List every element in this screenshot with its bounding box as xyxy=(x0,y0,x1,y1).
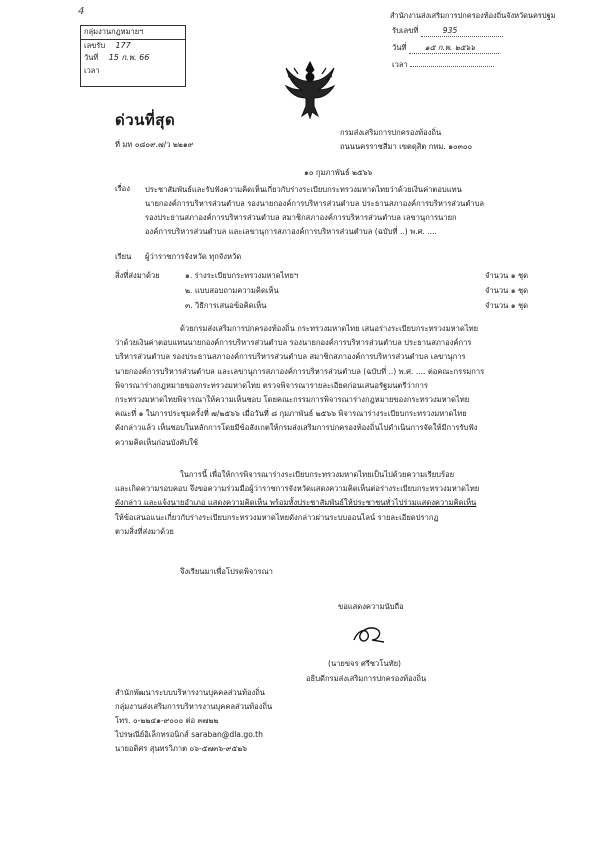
urgency-label: ด่วนที่สุด xyxy=(115,111,176,129)
paragraph-line: ในการนี้ เพื่อให้การพิจารณาร่างระเบียบกระทรวงมหาดไทยเป็นไปด้วยความเรียบร้อย xyxy=(180,470,455,479)
stamp-right-title: สำนักงานส่งเสริมการปกครองท้องถิ่นจังหวัดนครปฐม xyxy=(390,11,556,20)
stamp-right-date-row xyxy=(392,42,499,54)
stamp-left-date-row xyxy=(81,52,185,65)
subject-line: นายกองค์การบริหารส่วนตำบล รองนายกองค์การบริหารส่วนตำบล ประธานสภาองค์การบริหารส่วนตำบล xyxy=(145,199,485,208)
signer-name: (นายขจร ศรีชวโนทัย) xyxy=(328,659,402,668)
subject-line: ประชาสัมพันธ์และรับฟังความคิดเห็นเกี่ยวกับร่างระเบียบกระทรวงมหาดไทยว่าด้วยเงินค่าตอบแทน xyxy=(145,185,462,194)
paragraph-line: ดังกล่าวแล้ว เห็นชอบในหลักการโดยมีข้อสังเกตให้กรมส่งเสริมการปกครองท้องถิ่นไปดำเนินการจัดให้มีการรับฟัง xyxy=(115,423,478,433)
enclosure-qty: จำนวน ๑ ชุด xyxy=(485,301,529,310)
salutation-text: ผู้ว่าราชการจังหวัด ทุกจังหวัด xyxy=(145,252,242,261)
footer-line: โทร. ๐-๒๒๔๑-๙๐๐๐ ต่อ ๓๗๒๒ xyxy=(115,716,219,725)
paragraph-line: ให้ข้อเสนอแนะเกี่ยวกับร่างระเบียบกระทรวงมหาดไทยดังกล่าวผ่านระบบออนไลน์ รายละเอียดปรากฏ xyxy=(115,512,439,522)
footer-line: นายอดิศร สุนทรวิภาต ๐๖-๕๗๓๖-๙๕๒๖ xyxy=(115,744,248,753)
subject-text xyxy=(145,183,545,239)
stamp-right-receipt-row xyxy=(392,25,503,37)
paragraph-line: ว่าด้วยเงินค่าตอบแทนนายกองค์การบริหารส่วนตำบล รองนายกองค์การบริหารส่วนตำบล ประธานสภาองค์การ xyxy=(115,338,472,348)
subject-label: เรื่อง xyxy=(115,184,130,193)
salutation-label: เรียน xyxy=(115,252,132,261)
enclosure-item: ๓. วิธีการเสนอข้อคิดเห็น xyxy=(185,301,267,310)
footer-line: ไปรษณีย์อิเล็กทรอนิกส์ saraban@dla.go.th xyxy=(115,730,263,739)
receipt-stamp-left xyxy=(80,25,186,87)
enclosures-label: สิ่งที่ส่งมาด้วย xyxy=(115,271,160,280)
paragraph-line: กระทรวงมหาดไทยพิจารณาให้ความเห็นชอบ โดยคณะกรรมการพิจารณาร่างกฎหมายของกระทรวงมหาดไทย xyxy=(115,395,470,405)
paragraph-line: ดังกล่าว และแจ้งนายอำเภอ แสดงความคิดเห็น พร้อมทั้งประชาสัมพันธ์ให้ประชาชนทั่วไปร่วมแสดงความคิดเห็น xyxy=(115,498,477,508)
subject-line: รองประธานสภาองค์การบริหารส่วนตำบล สมาชิกสภาองค์การบริหารส่วนตำบล เลขานุการนายก xyxy=(145,213,457,222)
signer-title: อธิบดีกรมส่งเสริมการปกครองท้องถิ่น xyxy=(306,674,427,683)
paragraph-line: ความคิดเห็นก่อนบังคับใช้ xyxy=(115,437,199,447)
enclosure-qty: จำนวน ๑ ชุด xyxy=(485,271,529,280)
footer-line: สำนักพัฒนาระบบบริหารงานบุคคลส่วนท้องถิ่น xyxy=(115,688,266,697)
stamp-right-receipt-label: รับเลขที่ xyxy=(392,26,419,35)
enclosure-item: ๒. แบบสอบถามความคิดเห็น xyxy=(185,286,279,295)
issuer-name: กรมส่งเสริมการปกครองท้องถิ่น xyxy=(340,128,442,137)
document-number: ที่ มท ๐๘๐๙.๗/ว ๒๒๑๙ xyxy=(115,140,194,149)
paragraph-line: ตามสิ่งที่ส่งมาด้วย xyxy=(115,526,174,536)
paragraph-line: นายกองค์การบริหารส่วนตำบล และเลขานุการสภาองค์การบริหารส่วนตำบล (ฉบับที่ ..) พ.ศ. .... ต่อคณะกรรมการ xyxy=(115,366,485,376)
paragraph-line: และเกิดความรอบคอบ จึงขอความร่วมมือผู้ว่าราชการจังหวัดแสดงความคิดเห็นต่อร่างระเบียบกระทรวงมหาดไทย xyxy=(115,484,480,494)
corner-mark: 4 xyxy=(78,6,85,17)
garuda-emblem-icon xyxy=(284,60,336,120)
body-paragraph-1 xyxy=(115,322,545,450)
stamp-left-time-row xyxy=(81,65,185,78)
stamp-left-date-label: วันที่ xyxy=(84,53,99,62)
stamp-right-time-label: เวลา xyxy=(392,60,408,69)
paragraph-line: พิจารณาร่างกฎหมายของกระทรวงมหาดไทย ตรวจพิจารณารายละเอียดก่อนเสนอรัฐมนตรีว่าการ xyxy=(115,380,428,390)
stamp-left-date-value: 15 ก.พ. 66 xyxy=(108,53,150,62)
stamp-right-date-label: วันที่ xyxy=(392,43,407,52)
stamp-left-time-label: เวลา xyxy=(84,65,100,75)
stamp-left-receipt-value: 177 xyxy=(115,40,131,50)
document-date: ๑๐ กุมภาพันธ์ ๒๕๖๖ xyxy=(304,168,373,177)
stamp-left-title: กลุ่มงานกฎหมายฯ xyxy=(81,26,185,40)
signature-icon xyxy=(348,620,388,650)
subject-line: องค์การบริหารส่วนตำบล และเลขานุการสภาองค์การบริหารส่วนตำบล (ฉบับที่ ..) พ.ศ. .... xyxy=(145,227,437,236)
paragraph-line: คณะที่ ๑ ในการประชุมครั้งที่ ๗/๒๕๖๖ เมื่อวันที่ ๘ กุมภาพันธ์ ๒๕๖๖ พิจารณาร่างระเบียบกระทรวงมหาดไทย xyxy=(115,409,467,419)
paragraph-line: บริหารส่วนตำบล รองประธานสภาองค์การบริหารส่วนตำบล สมาชิกสภาองค์การบริหารส่วนตำบล เลขานุการ xyxy=(115,352,466,362)
stamp-right-date-value: ๑๕ ก.พ. ๒๕๖๖ xyxy=(424,43,476,52)
enclosure-item: ๑. ร่างระเบียบกระทรวงมหาดไทยฯ xyxy=(185,271,299,280)
footer-contact xyxy=(115,686,375,756)
paragraph-line: ด้วยกรมส่งเสริมการปกครองท้องถิ่น กระทรวงมหาดไทย เสนอร่างระเบียบกระทรวงมหาดไทย xyxy=(180,324,479,333)
footer-line: กลุ่มงานส่งเสริมการบริหารงานบุคคลส่วนท้องถิ่น xyxy=(115,702,273,711)
stamp-left-receipt-label: เลขรับ xyxy=(84,40,106,50)
stamp-right-time-row xyxy=(392,59,494,70)
issuer-address: ถนนนครราชสีมา เขตดุสิต กทม. ๑๐๓๐๐ xyxy=(340,142,473,151)
stamp-right-receipt-value: 935 xyxy=(442,26,458,35)
closing-phrase: ขอแสดงความนับถือ xyxy=(338,602,404,611)
body-paragraph-2 xyxy=(115,468,545,539)
closing-request: จึงเรียนมาเพื่อโปรดพิจารณา xyxy=(180,567,273,576)
enclosure-qty: จำนวน ๑ ชุด xyxy=(485,286,529,295)
stamp-left-receipt-row xyxy=(81,40,185,53)
